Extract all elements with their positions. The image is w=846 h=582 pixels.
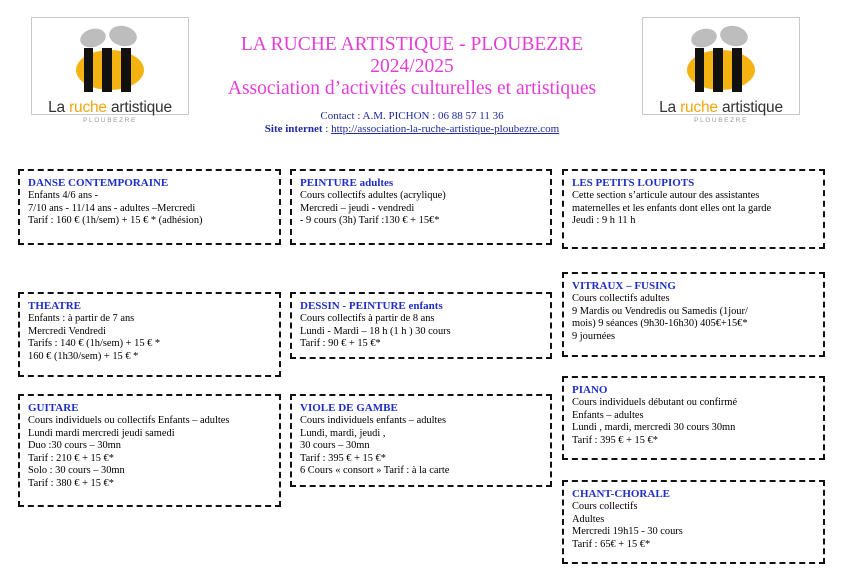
website-line: Site internet : http://association-la-ruche-artistique-ploubezre.com: [264, 123, 560, 135]
page-subtitle: Association d’activités culturelles et artistiques: [227, 78, 597, 99]
contact-line: Contact : A.M. PICHON : 06 88 57 11 36: [320, 110, 504, 122]
activity-box-peinture: [290, 169, 552, 245]
activity-line: Enfants – adultes: [572, 409, 644, 421]
activity-line: Tarif : 90 € + 15 €*: [300, 338, 381, 350]
activity-line: Tarif : 65€ + 15 €*: [572, 538, 651, 550]
activity-title: LES PETITS LOUPIOTS: [572, 177, 695, 189]
season-year: 2024/2025: [370, 56, 454, 77]
activity-line: mois) 9 séances (9h30-16h30) 405€+15€*: [572, 318, 748, 330]
activity-line: maternelles et les enfants dont elles ont la garde: [572, 202, 772, 214]
activity-line: Mercredi Vendredi: [28, 325, 106, 337]
activity-line: Cette section s’articule autour des assistantes: [572, 190, 760, 201]
bee-icon: [643, 18, 799, 98]
activity-title: THEATRE: [28, 300, 81, 312]
activity-line: Mercredi – jeudi - vendredi: [300, 202, 415, 214]
activity-box-loupiots: [562, 169, 825, 249]
activity-line: Tarif : 395 € + 15 €*: [300, 452, 386, 464]
activity-line: Lundi - Mardi – 18 h (1 h ) 30 cours: [300, 325, 451, 337]
activity-line: Cours collectifs: [572, 501, 638, 512]
activity-line: Adultes: [572, 513, 605, 525]
activity-box-guitare: [18, 394, 281, 507]
activity-line: 30 cours – 30mn: [300, 440, 370, 452]
activity-title: VITRAUX – FUSING: [572, 280, 676, 292]
activity-line: Cours collectifs à partir de 8 ans: [300, 313, 435, 324]
activity-box-theatre: [18, 292, 281, 377]
activity-line: Enfants 4/6 ans -: [28, 190, 99, 201]
activity-line: Cours individuels ou collectifs Enfants – adultes: [28, 415, 230, 426]
activity-box-piano: [562, 376, 825, 460]
activity-box-chant: [562, 480, 825, 564]
activity-line: Lundi, mardi, jeudi ,: [300, 427, 386, 439]
activity-box-danse: [18, 169, 281, 245]
bee-icon: [32, 18, 188, 98]
activity-line: Cours collectifs adultes (acrylique): [300, 190, 446, 201]
activity-title: DESSIN - PEINTURE enfants: [300, 300, 443, 312]
logo-left: [31, 17, 189, 124]
logo-brand-text: La ruche artistique: [48, 99, 172, 116]
activity-title: PEINTURE adultes: [300, 177, 394, 189]
activity-box-viole: [290, 394, 552, 487]
activity-line: Solo : 30 cours – 30mn: [28, 465, 125, 477]
activity-line: Mercredi 19h15 - 30 cours: [572, 526, 683, 538]
page-header: [190, 34, 634, 136]
activity-line: Cours individuels enfants – adultes: [300, 415, 447, 426]
activity-line: Cours individuels débutant ou confirmé: [572, 397, 738, 408]
activity-title: DANSE CONTEMPORAINE: [28, 177, 169, 189]
logo-town: PLOUBEZRE: [83, 117, 137, 124]
activity-line: - 9 cours (3h) Tarif :130 € + 15€*: [300, 215, 440, 227]
activity-box-vitraux: [562, 272, 825, 357]
activity-box-dessin: [290, 292, 552, 359]
activity-line: Enfants : à partir de 7 ans: [28, 313, 135, 324]
activity-line: Tarif : 160 € (1h/sem) + 15 € * (adhésion): [28, 215, 203, 227]
logo-right: [642, 17, 800, 124]
activity-line: Tarifs : 140 € (1h/sem) + 15 € *: [28, 338, 161, 350]
activity-line: Lundi , mardi, mercredi 30 cours 30mn: [572, 422, 736, 434]
activity-line: Cours collectifs adultes: [572, 293, 670, 304]
website-label: Site internet: [264, 123, 323, 135]
activity-line: 9 Mardis ou Vendredis ou Samedis (1jour/: [572, 305, 748, 317]
logo-brand-text: La ruche artistique: [659, 99, 783, 116]
logo-town: PLOUBEZRE: [694, 117, 748, 124]
activity-title: VIOLE DE GAMBE: [300, 402, 398, 414]
activity-line: Tarif : 380 € + 15 €*: [28, 477, 114, 489]
page-title: LA RUCHE ARTISTIQUE - PLOUBEZRE: [240, 34, 584, 55]
activity-line: Jeudi : 9 h 11 h: [572, 215, 636, 227]
activity-line: 7/10 ans - 11/14 ans - adultes –Mercredi: [28, 202, 196, 214]
activity-line: Tarif : 210 € + 15 €*: [28, 452, 114, 464]
activity-line: 9 journées: [572, 330, 615, 342]
activity-line: Duo :30 cours – 30mn: [28, 440, 121, 452]
activity-line: 160 € (1h30/sem) + 15 € *: [28, 350, 139, 362]
website-link[interactable]: http://association-la-ruche-artistique-ploubezre.com: [331, 123, 560, 135]
activity-line: Tarif : 395 € + 15 €*: [572, 434, 658, 446]
activity-line: Lundi mardi mercredi jeudi samedi: [28, 427, 175, 439]
activity-line: 6 Cours « consort » Tarif : à la carte: [300, 465, 450, 477]
activity-title: PIANO: [572, 384, 608, 396]
activity-title: GUITARE: [28, 402, 79, 414]
activity-title: CHANT-CHORALE: [572, 488, 670, 500]
